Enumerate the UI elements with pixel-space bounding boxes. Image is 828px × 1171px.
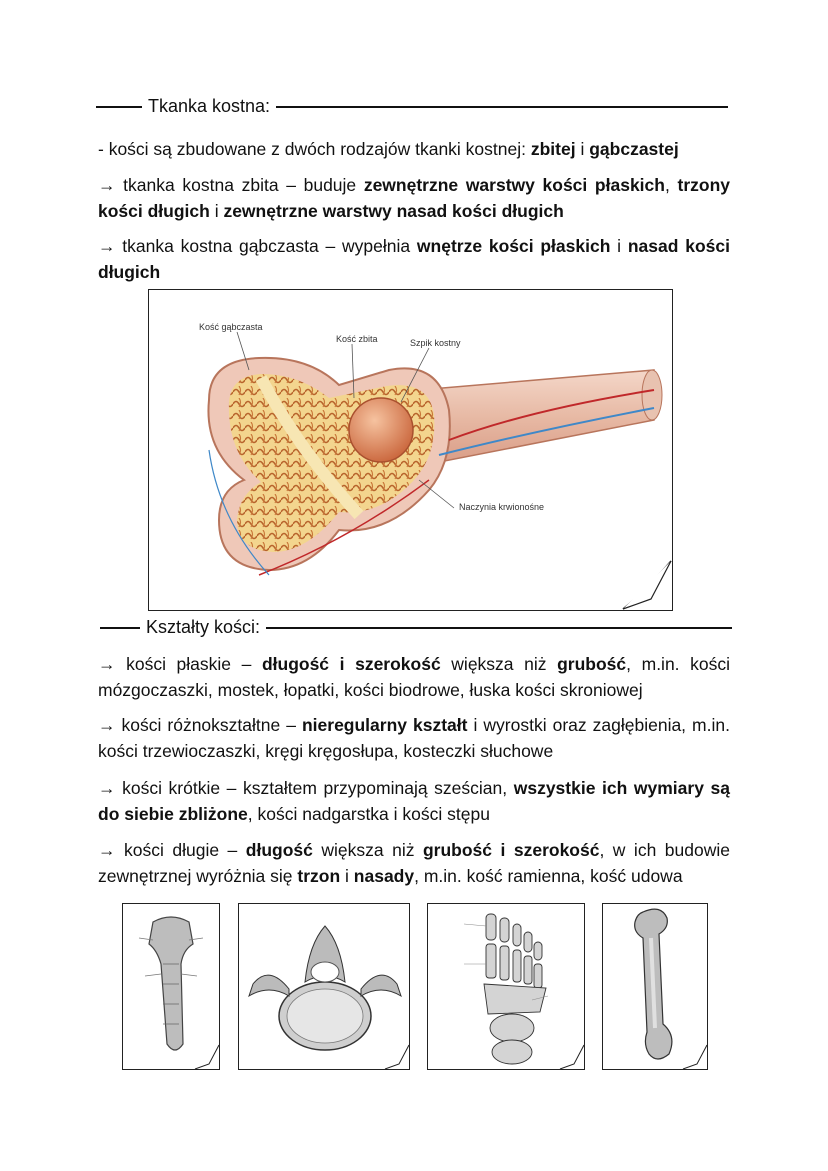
paragraph-compact-tissue bbox=[98, 172, 730, 224]
bold-text: nieregularny kształt bbox=[301, 715, 468, 735]
paragraph-bone-tissue-types bbox=[98, 136, 730, 162]
section-heading-bone-shapes bbox=[100, 617, 732, 638]
label-compact-bone: Kość zbita bbox=[336, 334, 378, 344]
bold-text: grubość bbox=[557, 654, 627, 674]
bold-text: zbitej bbox=[530, 139, 576, 159]
page-curl-icon bbox=[559, 1044, 585, 1070]
heading-rule-right bbox=[276, 106, 728, 108]
text: → kości krótkie – kształtem przypominają sześcian, bbox=[98, 778, 514, 798]
text: , m.in. kość ramienna, kość udowa bbox=[414, 866, 683, 886]
text: → kości różnokształtne – bbox=[98, 715, 302, 735]
text: i bbox=[340, 866, 354, 886]
foot-bones-figure bbox=[427, 903, 585, 1070]
page-curl-icon bbox=[194, 1044, 220, 1070]
bold-text: długość i szerokość bbox=[261, 654, 441, 674]
bold-text: zewnętrzne warstwy kości płaskich bbox=[363, 175, 665, 195]
bold-text: nasady bbox=[353, 866, 415, 886]
text: , kości nadgarstka i kości stępu bbox=[247, 804, 490, 824]
label-bone-marrow: Szpik kostny bbox=[410, 338, 461, 348]
text: i bbox=[610, 236, 628, 256]
bold-text: grubość i szerokość bbox=[422, 840, 600, 860]
bold-text: nasad kości długich bbox=[98, 236, 730, 282]
text: większa niż bbox=[440, 654, 558, 674]
paragraph-spongy-tissue bbox=[98, 233, 730, 285]
page-curl-icon bbox=[621, 559, 673, 611]
heading-rule-left bbox=[100, 627, 140, 629]
text: → tkanka kostna gąbczasta – wypełnia bbox=[98, 236, 417, 256]
heading-text: Tkanka kostna: bbox=[148, 96, 271, 116]
femur-figure bbox=[602, 903, 708, 1070]
page-curl-icon bbox=[682, 1044, 708, 1070]
bold-text: długość bbox=[245, 840, 313, 860]
label-blood-vessels: Naczynia krwionośne bbox=[459, 502, 545, 512]
text: większa niż bbox=[312, 840, 423, 860]
bold-text: trzon bbox=[297, 866, 341, 886]
bold-text: wnętrze kości płaskich bbox=[416, 236, 611, 256]
text: i bbox=[575, 139, 590, 159]
paragraph-short-bones bbox=[98, 775, 730, 827]
vertebra-figure bbox=[238, 903, 410, 1070]
paragraph-flat-bones bbox=[98, 651, 730, 703]
paragraph-irregular-bones bbox=[98, 712, 730, 764]
text: → kości płaskie – bbox=[98, 654, 262, 674]
text: → tkanka kostna zbita – buduje bbox=[98, 175, 364, 195]
paragraph-long-bones bbox=[98, 837, 730, 889]
heading-rule-left bbox=[96, 106, 142, 108]
bold-text: zewnętrzne warstwy nasad kości długich bbox=[223, 201, 564, 221]
text: i wyrostki oraz zagłębienia, m.in. kości trzewioczaszki, kręgi kręgosłupa, kosteczki słuchowe bbox=[98, 715, 730, 761]
text: i bbox=[209, 201, 224, 221]
text: , bbox=[664, 175, 678, 195]
label-spongy-bone: Kość gąbczasta bbox=[199, 322, 263, 332]
section-heading-bone-tissue bbox=[96, 96, 728, 117]
bold-text: trzony kości długich bbox=[98, 175, 731, 221]
text: , w ich budowie zewnętrznej wyróżnia się bbox=[98, 840, 730, 886]
sternum-figure bbox=[122, 903, 220, 1070]
text: , m.in. kości mózgoczaszki, mostek, łopatki, kości biodrowe, łuska kości skroniowej bbox=[98, 654, 730, 700]
bold-text: wszystkie ich wymiary są do siebie zbliżone bbox=[98, 778, 730, 824]
bone-structure-figure bbox=[148, 289, 673, 611]
page-curl-icon bbox=[384, 1044, 410, 1070]
heading-rule-right bbox=[266, 627, 732, 629]
bold-text: gąbczastej bbox=[589, 139, 679, 159]
heading-text: Kształty kości: bbox=[146, 617, 261, 637]
text: → kości długie – bbox=[98, 840, 246, 860]
text: - kości są zbudowane z dwóch rodzajów tkanki kostnej: bbox=[98, 139, 531, 159]
